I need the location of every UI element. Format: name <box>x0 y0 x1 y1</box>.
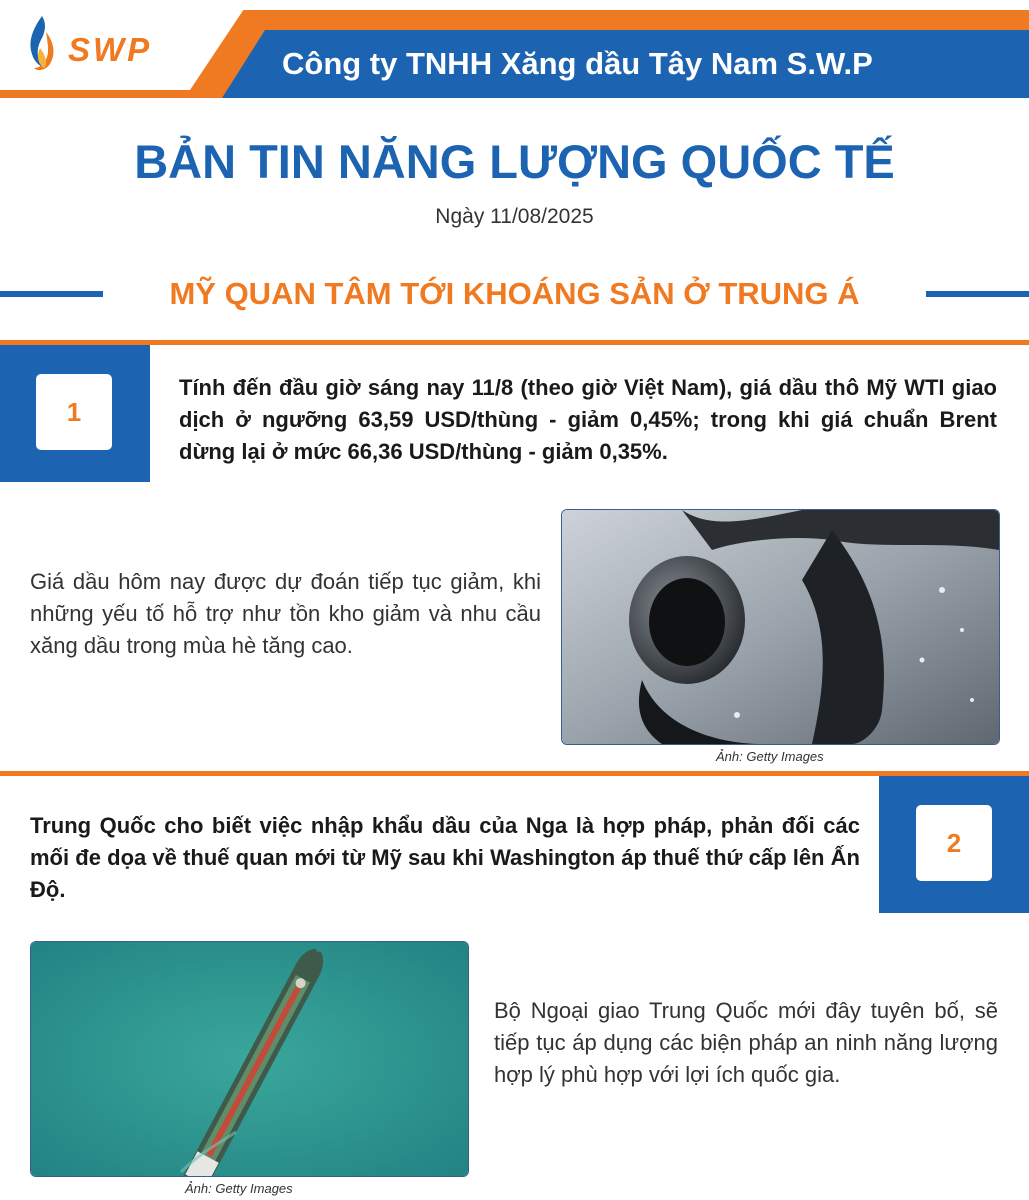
logo-text: SWP <box>68 31 153 68</box>
section-title: MỸ QUAN TÂM TỚI KHOÁNG SẢN Ở TRUNG Á <box>169 276 860 311</box>
divider <box>0 771 1029 776</box>
oil-pipe-photo <box>561 509 1000 745</box>
item-number: 1 <box>36 374 112 450</box>
item-lead-text: Tính đến đầu giờ sáng nay 11/8 (theo giờ Việt Nam), giá dầu thô Mỹ WTI giao dịch ở ngưỡng 63,59 USD/thùng - giảm 0,45%; trong khi giá chuẩn Brent dừng lại ở mức 66,36 USD/thùng - giảm 0,35%. <box>179 375 997 464</box>
tanker-ship-photo <box>30 941 469 1177</box>
item-body-text: Giá dầu hôm nay được dự đoán tiếp tục giảm, khi những yếu tố hỗ trợ như tồn kho giảm và nhu cầu xăng dầu trong mùa hè tăng cao. <box>30 569 541 658</box>
photo-caption: Ảnh: Getty Images <box>185 1181 293 1196</box>
page-title: BẢN TIN NĂNG LƯỢNG QUỐC TẾ <box>134 135 895 188</box>
item-lead-text: Trung Quốc cho biết việc nhập khẩu dầu của Nga là hợp pháp, phản đối các mối đe dọa về thuế quan mới từ Mỹ sau khi Washington áp thuế thứ cấp lên Ấn Độ. <box>30 813 860 902</box>
photo-caption: Ảnh: Getty Images <box>716 749 824 764</box>
publish-date: Ngày 11/08/2025 <box>435 205 594 228</box>
item-body-text: Bộ Ngoại giao Trung Quốc mới đây tuyên bố, sẽ tiếp tục áp dụng các biện pháp an ninh năng lượng hợp lý phù hợp với lợi ích quốc gia. <box>494 998 998 1087</box>
company-name: Công ty TNHH Xăng dầu Tây Nam S.W.P <box>282 46 873 81</box>
flame-drop-icon <box>24 14 60 74</box>
divider <box>0 340 1029 345</box>
item-number-block <box>0 345 150 482</box>
item-number-block <box>879 776 1029 913</box>
item-number: 2 <box>916 805 992 881</box>
